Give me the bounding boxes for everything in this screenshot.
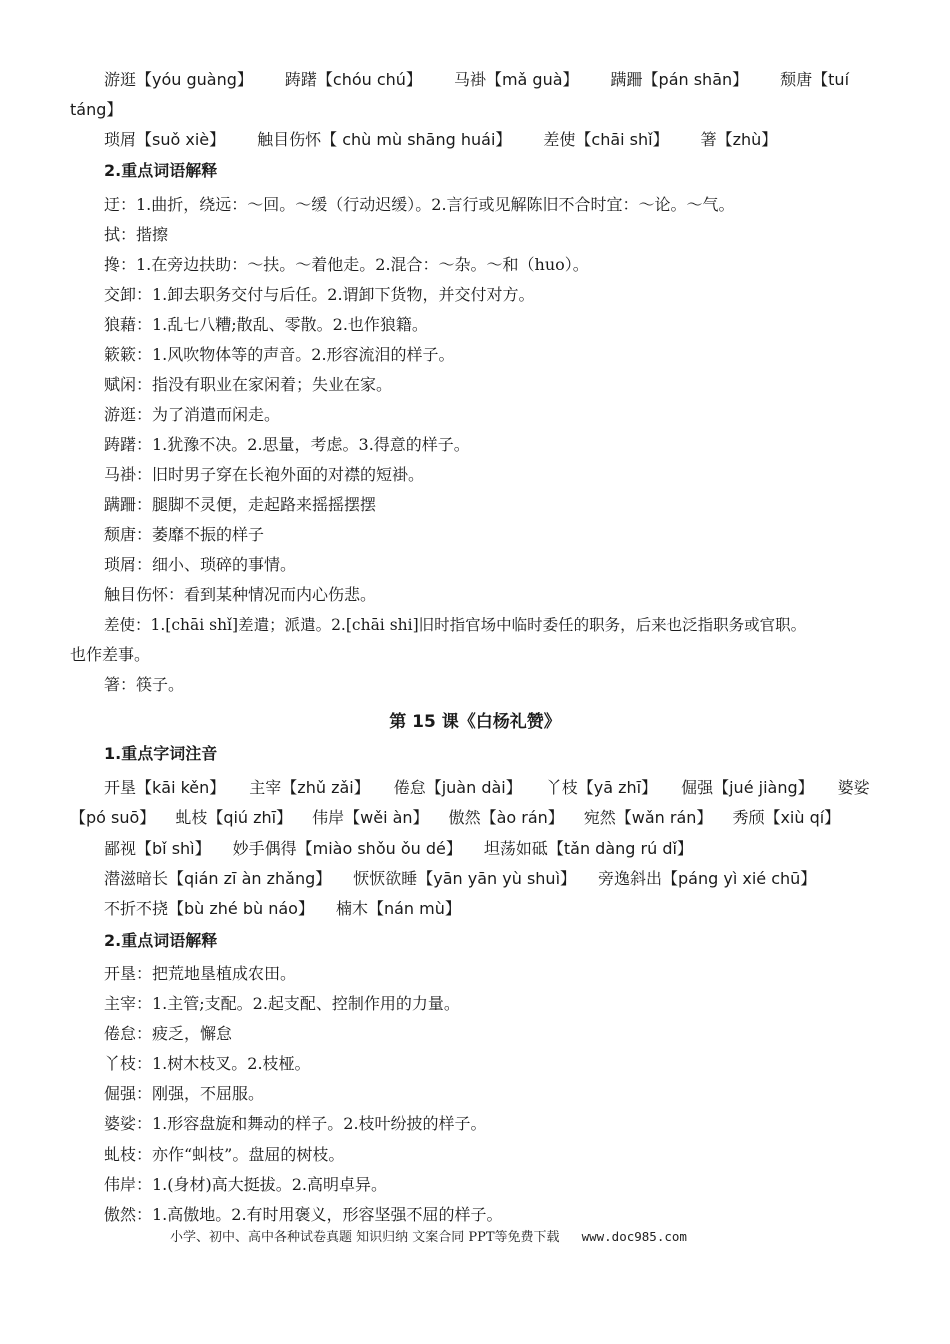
definition-item: 丫枝：1.树木枝叉。2.枝桠。: [104, 1054, 311, 1073]
section-heading: 2.重点词语解释: [104, 931, 218, 950]
definition-item: 虬枝：亦作“虯枝”。盘屈的树枝。: [104, 1145, 345, 1164]
pinyin-wrap: táng】: [70, 100, 123, 119]
pinyin-item: 开垦【kāi kěn】: [104, 778, 226, 797]
pinyin-row: [70, 69, 890, 91]
section-heading: 2.重点词语解释: [104, 161, 218, 180]
pinyin-item: 楠木【nán mù】: [335, 899, 461, 918]
pinyin-item: 颓唐【tuí: [780, 70, 850, 89]
pinyin-item: 傲然【ào rán】: [448, 808, 564, 827]
pinyin-item: 婆娑: [837, 778, 870, 797]
definition-item: 婆娑：1.形容盘旋和舞动的样子。2.枝叶纷披的样子。: [104, 1114, 487, 1133]
pinyin-item: 鄙视【bǐ shì】: [104, 839, 211, 858]
definition-item: 倦怠：疲乏，懈怠: [104, 1024, 233, 1043]
definition-continuation: 也作差事。: [70, 645, 151, 664]
pinyin-item: 恹恹欲睡【yān yān yù shuì】: [353, 869, 577, 888]
definition-item: 交卸：1.卸去职务交付与后任。2.谓卸下货物，并交付对方。: [104, 285, 535, 304]
pinyin-row: [70, 777, 890, 799]
pinyin-item: 虬枝【qiú zhī】: [175, 808, 293, 827]
pinyin-item: 潜滋暗长【qián zī àn zhǎng】: [104, 869, 332, 888]
pinyin-item: 踌躇【chóu chú】: [284, 70, 422, 89]
definition-item: 伟岸：1.(身材)高大挺拔。2.高明卓异。: [104, 1175, 388, 1194]
pinyin-item: 差使【chāi shǐ】: [543, 130, 669, 149]
definition-item: 颓唐：萎靡不振的样子: [104, 525, 265, 544]
pinyin-row: [70, 129, 890, 151]
definition-item: 踌躇：1.犹豫不决。2.思量，考虑。3.得意的样子。: [104, 435, 470, 454]
pinyin-item: 伟岸【wěi àn】: [312, 808, 429, 827]
pinyin-item: 蹒跚【pán shān】: [610, 70, 749, 89]
definition-item: 琐屑：细小、琐碎的事情。: [104, 555, 297, 574]
footer-text: 小学、初中、高中各种试卷真题 知识归纳 文案合同 PPT等免费下载: [170, 1230, 560, 1245]
pinyin-item: 倔强【jué jiàng】: [681, 778, 814, 797]
pinyin-item: 主宰【zhǔ zǎi】: [249, 778, 370, 797]
definition-item: 傲然：1.高傲地。2.有时用褒义，形容坚强不屈的样子。: [104, 1205, 503, 1224]
pinyin-item: 琐屑【suǒ xiè】: [104, 130, 226, 149]
pinyin-row: [70, 807, 890, 829]
pinyin-item: 不折不挠【bù zhé bù náo】: [104, 899, 314, 918]
definition-item: 主宰：1.主管;支配。2.起支配、控制作用的力量。: [104, 994, 460, 1013]
footer-url[interactable]: www.doc985.com: [581, 1229, 687, 1244]
pinyin-row: [70, 868, 890, 890]
definition-item: 蹒跚：腿脚不灵便，走起路来摇摇摆摆: [104, 495, 377, 514]
definition-item: 游逛：为了消遣而闲走。: [104, 405, 281, 424]
pinyin-item: 触目伤怀【 chù mù shāng huái】: [257, 130, 512, 149]
definition-item: 箸：筷子。: [104, 675, 185, 694]
pinyin-item: 游逛【yóu guàng】: [104, 70, 253, 89]
pinyin-item: 旁逸斜出【páng yì xié chū】: [598, 869, 817, 888]
definition-item: 拭：揩擦: [104, 225, 169, 244]
definition-item: 簌簌：1.风吹物体等的声音。2.形容流泪的样子。: [104, 345, 455, 364]
definition-item: 马褂：旧时男子穿在长袍外面的对襟的短褂。: [104, 465, 425, 484]
pinyin-item: 宛然【wǎn rán】: [583, 808, 713, 827]
pinyin-item: 秀颀【xiù qí】: [732, 808, 841, 827]
definition-item: 狼藉：1.乱七八糟;散乱、零散。2.也作狼籍。: [104, 315, 428, 334]
pinyin-item: 马褂【mǎ guà】: [453, 70, 579, 89]
pinyin-item: 妙手偶得【miào shǒu ǒu dé】: [232, 839, 462, 858]
definition-item: 搀：1.在旁边扶助：～扶。～着他走。2.混合：～杂。～和（huo）。: [104, 255, 589, 274]
pinyin-row: [70, 838, 890, 860]
pinyin-item: 倦怠【juàn dài】: [393, 778, 522, 797]
definition-item: 倔强：刚强，不屈服。: [104, 1084, 265, 1103]
pinyin-item: 丫枝【yā zhī】: [545, 778, 658, 797]
definition-item: 赋闲：指没有职业在家闲着；失业在家。: [104, 375, 393, 394]
definition-item: 迂：1.曲折，绕远：～回。～缓（行动迟缓）。2.言行或见解陈旧不合时宜：～论。～气。: [104, 195, 735, 214]
pinyin-item: 坦荡如砥【tǎn dàng rú dǐ】: [483, 839, 693, 858]
definition-item: 开垦：把荒地垦植成农田。: [104, 964, 297, 983]
pinyin-item: 箸【zhù】: [700, 130, 778, 149]
pinyin-row: [70, 898, 890, 920]
section-heading: 1.重点字词注音: [104, 744, 218, 763]
pinyin-item: 【pó suō】: [70, 808, 156, 827]
page-footer: [170, 1226, 687, 1245]
lesson-title: 第 15 课《白杨礼赞》: [389, 712, 561, 732]
definition-item: 差使：1.[chāi shǐ]差遣；派遣。2.[chāi shi]旧时指官场中临时委任的职务，后来也泛指职务或官职。: [104, 616, 807, 634]
definition-item: 触目伤怀：看到某种情况而内心伤悲。: [104, 585, 377, 604]
